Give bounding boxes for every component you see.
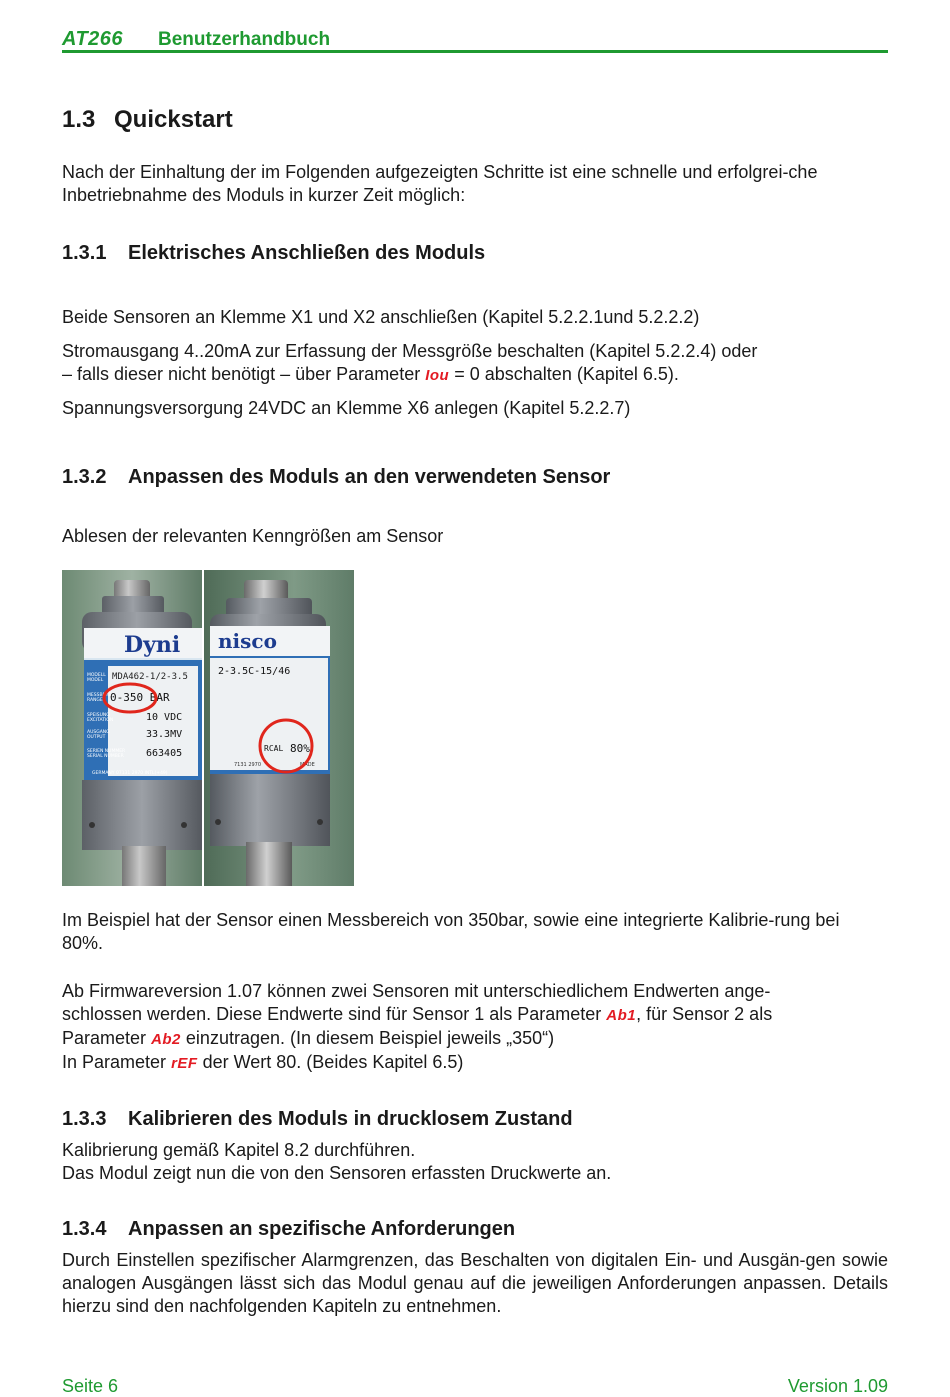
parameter-iou: Iou xyxy=(425,367,450,384)
paragraph-calibration xyxy=(62,1139,888,1185)
paragraph-example: Im Beispiel hat der Sensor einen Messbereich von 350bar, sowie eine integrierte Kalibrie-rung bei 80%. xyxy=(62,910,840,953)
photo1-label: MODELL xyxy=(87,673,106,678)
photo2-brand: nisco xyxy=(218,629,277,653)
sensor-photo-range xyxy=(62,570,202,886)
text-line xyxy=(62,363,888,387)
subsection-heading-3 xyxy=(62,1108,573,1131)
version-label: Version 1.09 xyxy=(787,1376,888,1396)
photo1-label: SERIAL NUMBER xyxy=(87,754,124,759)
subsection-title: Elektrisches Anschließen des Moduls xyxy=(128,242,486,264)
intro-paragraph: Nach der Einhaltung der im Folgenden aufgezeigten Schritte ist eine schnelle und erfolgrei-che Inbetriebnahme des Moduls in kurzer Zeit möglich: xyxy=(62,162,818,205)
photo2-made: MADE xyxy=(300,762,315,768)
document-title: Benutzerhandbuch xyxy=(158,29,331,50)
photo1-label: MESSBERE. xyxy=(87,693,113,698)
text-fragment: – falls dieser nicht benötigt – über Parameter xyxy=(62,364,421,384)
paragraph-power-supply: Spannungsversorgung 24VDC an Klemme X6 anlegen (Kapitel 5.2.2.7) xyxy=(62,398,631,418)
paragraph-requirements: Durch Einstellen spezifischer Alarmgrenzen, das Beschalten von digitalen Ein- und Ausgän-gen sowie analogen Ausgängen lässt sich das Modul genau auf die jeweiligen Anforderungen anpassen. Details hierzu sind den nachfolgenden Kapiteln zu entnehmen. xyxy=(62,1250,888,1316)
photo1-excitation: 10 VDC xyxy=(146,712,183,723)
photo1-label: RANGE xyxy=(87,698,103,703)
section-number: 1.3 xyxy=(62,106,96,133)
subsection-title: Kalibrieren des Moduls in drucklosem Zustand xyxy=(128,1108,573,1130)
parameter-ab2: Ab2 xyxy=(151,1031,181,1048)
subsection-number: 1.3.4 xyxy=(62,1218,107,1240)
text-fragment: = 0 abschalten (Kapitel 6.5). xyxy=(454,364,679,384)
paragraph-sensors: Beide Sensoren an Klemme X1 und X2 anschließen (Kapitel 5.2.2.1und 5.2.2.2) xyxy=(62,307,700,327)
text-fragment: einzutragen. (In diesem Beispiel jeweils „350“) xyxy=(185,1028,555,1048)
photo2-rcal-value: 80% xyxy=(290,742,310,755)
parameter-ref: rEF xyxy=(171,1055,198,1072)
paragraph-current-output xyxy=(62,340,888,387)
subsection-number: 1.3.2 xyxy=(62,466,107,488)
page-number: Seite 6 xyxy=(62,1376,119,1396)
subsection-title: Anpassen des Moduls an den verwendeten Sensor xyxy=(128,466,611,488)
photo1-label: SPEISUNG xyxy=(87,713,110,718)
subsection-heading-4 xyxy=(62,1218,515,1241)
text-fragment: , für Sensor 2 als xyxy=(636,1004,773,1024)
header-rule xyxy=(62,50,888,53)
photo2-footer: 7131 2970 xyxy=(234,762,262,768)
photo2-model: 2-3.5C-15/46 xyxy=(218,666,291,677)
text-line xyxy=(62,1027,888,1051)
subsection-number: 1.3.1 xyxy=(62,242,107,264)
text-fragment: schlossen werden. Diese Endwerte sind für Sensor 1 als Parameter xyxy=(62,1004,602,1024)
text-fragment: In Parameter xyxy=(62,1052,167,1072)
section-title: Quickstart xyxy=(114,106,233,133)
text-line: Stromausgang 4..20mA zur Erfassung der Messgröße beschalten (Kapitel 5.2.2.4) oder xyxy=(62,341,758,361)
paragraph-read-values: Ablesen der relevanten Kenngrößen am Sensor xyxy=(62,526,444,546)
text-line: Kalibrierung gemäß Kapitel 8.2 durchführen. xyxy=(62,1140,416,1160)
photo1-label: OUTPUT xyxy=(87,735,106,740)
text-line xyxy=(62,1051,888,1075)
subsection-heading-2 xyxy=(62,466,610,489)
text-line xyxy=(62,1003,888,1027)
text-line: Ab Firmwareversion 1.07 können zwei Sensoren mit unterschiedlichem Endwerten ange- xyxy=(62,981,771,1001)
sensor-photo-rcal xyxy=(204,570,354,886)
subsection-title: Anpassen an spezifische Anforderungen xyxy=(128,1218,516,1240)
photo1-brand: Dyni xyxy=(124,632,181,658)
subsection-heading-1 xyxy=(62,242,485,265)
page-header xyxy=(62,26,888,54)
photo1-output: 33.3MV xyxy=(146,729,183,740)
photo1-label: SERIEN NUMMER xyxy=(87,749,126,754)
brand-logo: AT266 xyxy=(62,28,124,50)
parameter-ab1: Ab1 xyxy=(606,1007,637,1024)
subsection-number: 1.3.3 xyxy=(62,1108,107,1130)
section-heading xyxy=(62,106,233,134)
text-line: Das Modul zeigt nun die von den Sensoren erfassten Druckwerte an. xyxy=(62,1163,612,1183)
text-fragment: Parameter xyxy=(62,1028,147,1048)
photo1-label: AUSGANG xyxy=(87,730,110,735)
text-fragment: der Wert 80. (Beides Kapitel 6.5) xyxy=(202,1052,464,1072)
photo1-label: MODEL xyxy=(87,678,104,683)
photo1-serial: 663405 xyxy=(146,748,183,759)
photo1-footer: GERMANY 07131 2970 INTL(+49) xyxy=(92,771,168,776)
photo1-model: MDA462-1/2-3.5 xyxy=(112,672,188,682)
paragraph-firmware xyxy=(62,980,888,1075)
photo1-label: EXCITATION xyxy=(87,718,114,723)
photo1-range: 0-350 BAR xyxy=(110,691,170,704)
photo2-rcal-label: RCAL xyxy=(264,744,284,753)
